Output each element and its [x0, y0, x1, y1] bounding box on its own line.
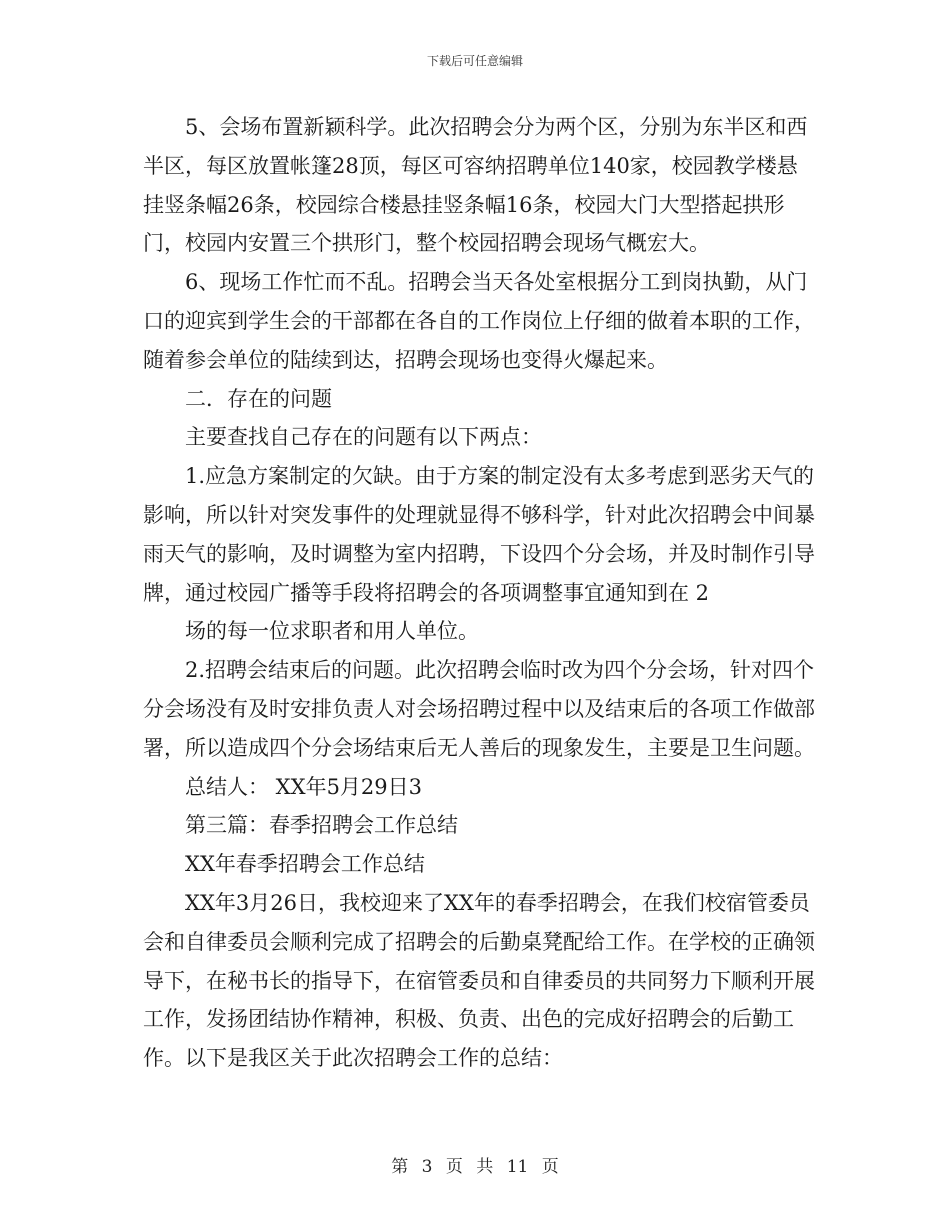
paragraph-problem-1: 1.应急方案制定的欠缺。由于方案的制定没有太多考虑到恶劣天气的影响，所以针对突发事件的处理就显得不够科学，针对此次招聘会中间暴雨天气的影响，及时调整为室内招聘，下设四个分会场，并及时制作引导牌，通过校园广播等手段将招聘会的各项调整事宜通知到在 2: [143, 464, 815, 605]
paragraph-problems-intro: 主要查找自己存在的问题有以下两点：: [185, 425, 542, 450]
document-body: [143, 108, 815, 1078]
paragraph-signature-date: 总结人： XX年5月29日3: [185, 774, 423, 799]
page-header: 下载后可任意编辑: [426, 54, 523, 68]
section-heading-part-three: 第三篇：春季招聘会工作总结: [185, 813, 458, 838]
paragraph-spring-fair-summary: XX年3月26日，我校迎来了XX年的春季招聘会，在我们校宿管委员会和自律委员会顺利完成了招聘会的后勤桌凳配给工作。在学校的正确领导下，在秘书长的指导下，在宿管委员和自律委员的共同努力下顺利开展工作，发扬团结协作精神，积极、负责、出色的完成好招聘会的后勤工作。以下是我区关于此次招聘会工作的总结：: [143, 890, 815, 1071]
paragraph-venue-layout: 5、会场布置新颖科学。此次招聘会分为两个区，分别为东半区和西半区，每区放置帐篷28顶，每区可容纳招聘单位140家，校园教学楼悬挂竖条幅26条，校园综合楼悬挂竖条幅16条，校园大门大型搭起拱形门，校园内安置三个拱形门，整个校园招聘会现场气概宏大。: [143, 115, 808, 256]
section-heading-problems: 二．存在的问题: [185, 386, 332, 411]
paragraph-onsite-work: 6、现场工作忙而不乱。招聘会当天各处室根据分工到岗执勤，从门口的迎宾到学生会的干部都在各自的工作岗位上仔细的做着本职的工作，随着参会单位的陆续到达，招聘会现场也变得火爆起来。: [143, 270, 815, 372]
paragraph-problem-2: 2.招聘会结束后的问题。此次招聘会临时改为四个分会场，针对四个分会场没有及时安排负责人对会场招聘过程中以及结束后的各项工作做部署，所以造成四个分会场结束后无人善后的现象发生，主要是卫生问题。: [143, 658, 815, 760]
document-subtitle: XX年春季招聘会工作总结: [185, 852, 425, 877]
paragraph-problem-1-continued: 场的每一位求职者和用人单位。: [185, 619, 479, 644]
page-number-footer: 第 3 页 共 11 页: [391, 1157, 559, 1177]
